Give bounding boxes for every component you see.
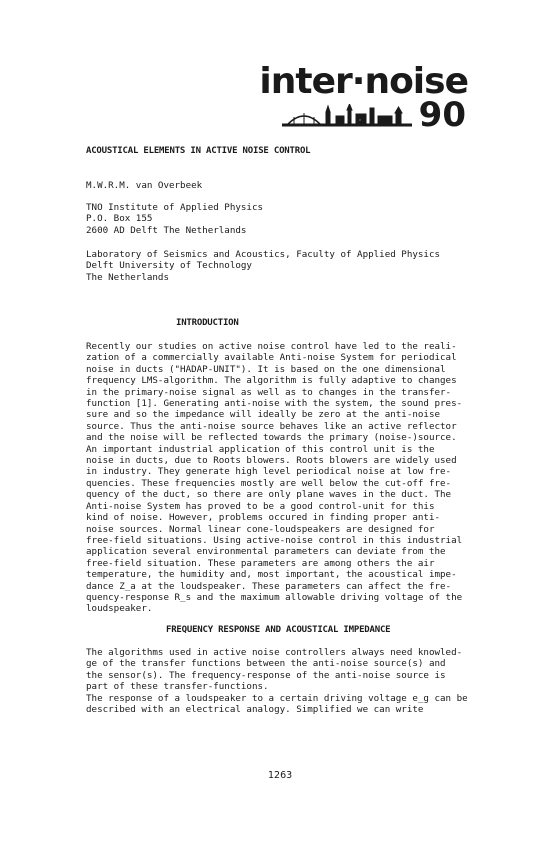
text-line: Recently our studies on active noise control have led to the reali- <box>86 341 457 352</box>
author-name: M.W.R.M. van Overbeek <box>86 180 203 191</box>
text-line: described with an electrical analogy. Simplified we can write <box>86 704 424 716</box>
text-line: part of these transfer-functions. <box>86 681 269 693</box>
text-line: loudspeaker. <box>86 603 153 615</box>
text-line: noise in ducts ("HADAP-UNIT"). It is based on the one dimensional <box>86 363 446 375</box>
text-line: quencies. These frequencies mostly are well below the cut-off fre- <box>86 477 452 489</box>
text-line: An important industrial application of this control unit is the <box>86 443 435 455</box>
text-line: The response of a loudspeaker to a certain driving voltage e_g can be <box>86 692 468 704</box>
text-line: application several environmental parameters can deviate from the <box>86 546 446 558</box>
text-line: kind of noise. However, problems occured in finding proper anti- <box>86 512 441 524</box>
logo-text: inter·noise <box>259 61 468 102</box>
section-heading-frequency: FREQUENCY RESPONSE AND ACOUSTICAL IMPEDANCE <box>166 625 391 635</box>
text-line: frequency LMS-algorithm. The algorithm is fully adaptive to changes <box>86 375 457 387</box>
text-line: quency-response R_s and the maximum allowable driving voltage of the <box>86 591 463 603</box>
affiliation-line: Delft University of Technology <box>86 260 252 272</box>
text-line: ge of the transfer functions between the anti-noise source(s) and <box>86 658 446 670</box>
text-line: function [1]. Generating anti-noise with the system, the sound pres- <box>86 398 463 410</box>
text-line: free-field situations. Using active-noise control in this industrial <box>86 534 463 546</box>
text-line: temperature, the humidity and, most important, the acoustical impe- <box>86 569 457 581</box>
text-line: in industry. They generate high level periodical noise at low fre- <box>86 466 452 478</box>
affiliation-line: Laboratory of Seismics and Acoustics, Faculty of Applied Physics <box>86 249 441 260</box>
skyline-icon <box>282 104 412 132</box>
paper-title: ACOUSTICAL ELEMENTS IN ACTIVE NOISE CONTROL <box>86 146 311 156</box>
text-line: noise in ducts, due to Roots blowers. Roots blowers are widely used <box>86 455 457 467</box>
affiliation-line: 2600 AD Delft The Netherlands <box>86 224 247 236</box>
introduction-body <box>86 341 466 615</box>
text-line: noise sources. Normal linear cone-loudspeakers are designed for <box>86 523 435 535</box>
text-line: free-field situation. These parameters are among others the air <box>86 557 435 569</box>
text-line: The algorithms used in active noise controllers always need knowled- <box>86 647 463 658</box>
text-line: Anti-noise System has proved to be a good control-unit for this <box>86 500 435 512</box>
affiliation-line: TNO Institute of Applied Physics <box>86 202 264 213</box>
affiliation-line: The Netherlands <box>86 271 169 283</box>
text-line: source. Thus the anti-noise source behaves like an active reflector <box>86 420 457 432</box>
conference-logo <box>259 61 468 135</box>
text-line: sure and so the impedance will ideally be zero at the anti-noise <box>86 409 441 421</box>
logo-year: 90 <box>418 95 466 135</box>
text-line: and the noise will be reflected towards the primary (noise-)source. <box>86 432 457 444</box>
page-number: 1263 <box>268 770 293 781</box>
text-line: in the primary-noise signal as well as to changes in the transfer- <box>86 386 452 398</box>
text-line: quency of the duct, so there are only plane waves in the duct. The <box>86 489 452 501</box>
section-heading-introduction: INTRODUCTION <box>176 318 239 328</box>
affiliation-tno <box>86 202 466 236</box>
text-line: zation of a commercially available Anti-noise System for periodical <box>86 352 457 364</box>
affiliation-line: P.O. Box 155 <box>86 213 153 225</box>
text-line: dance Z_a at the loudspeaker. These parameters can affect the fre- <box>86 580 452 592</box>
frequency-body <box>86 647 466 715</box>
affiliation-delft <box>86 249 466 283</box>
text-line: the sensor(s). The frequency-response of the anti-noise source is <box>86 669 446 681</box>
